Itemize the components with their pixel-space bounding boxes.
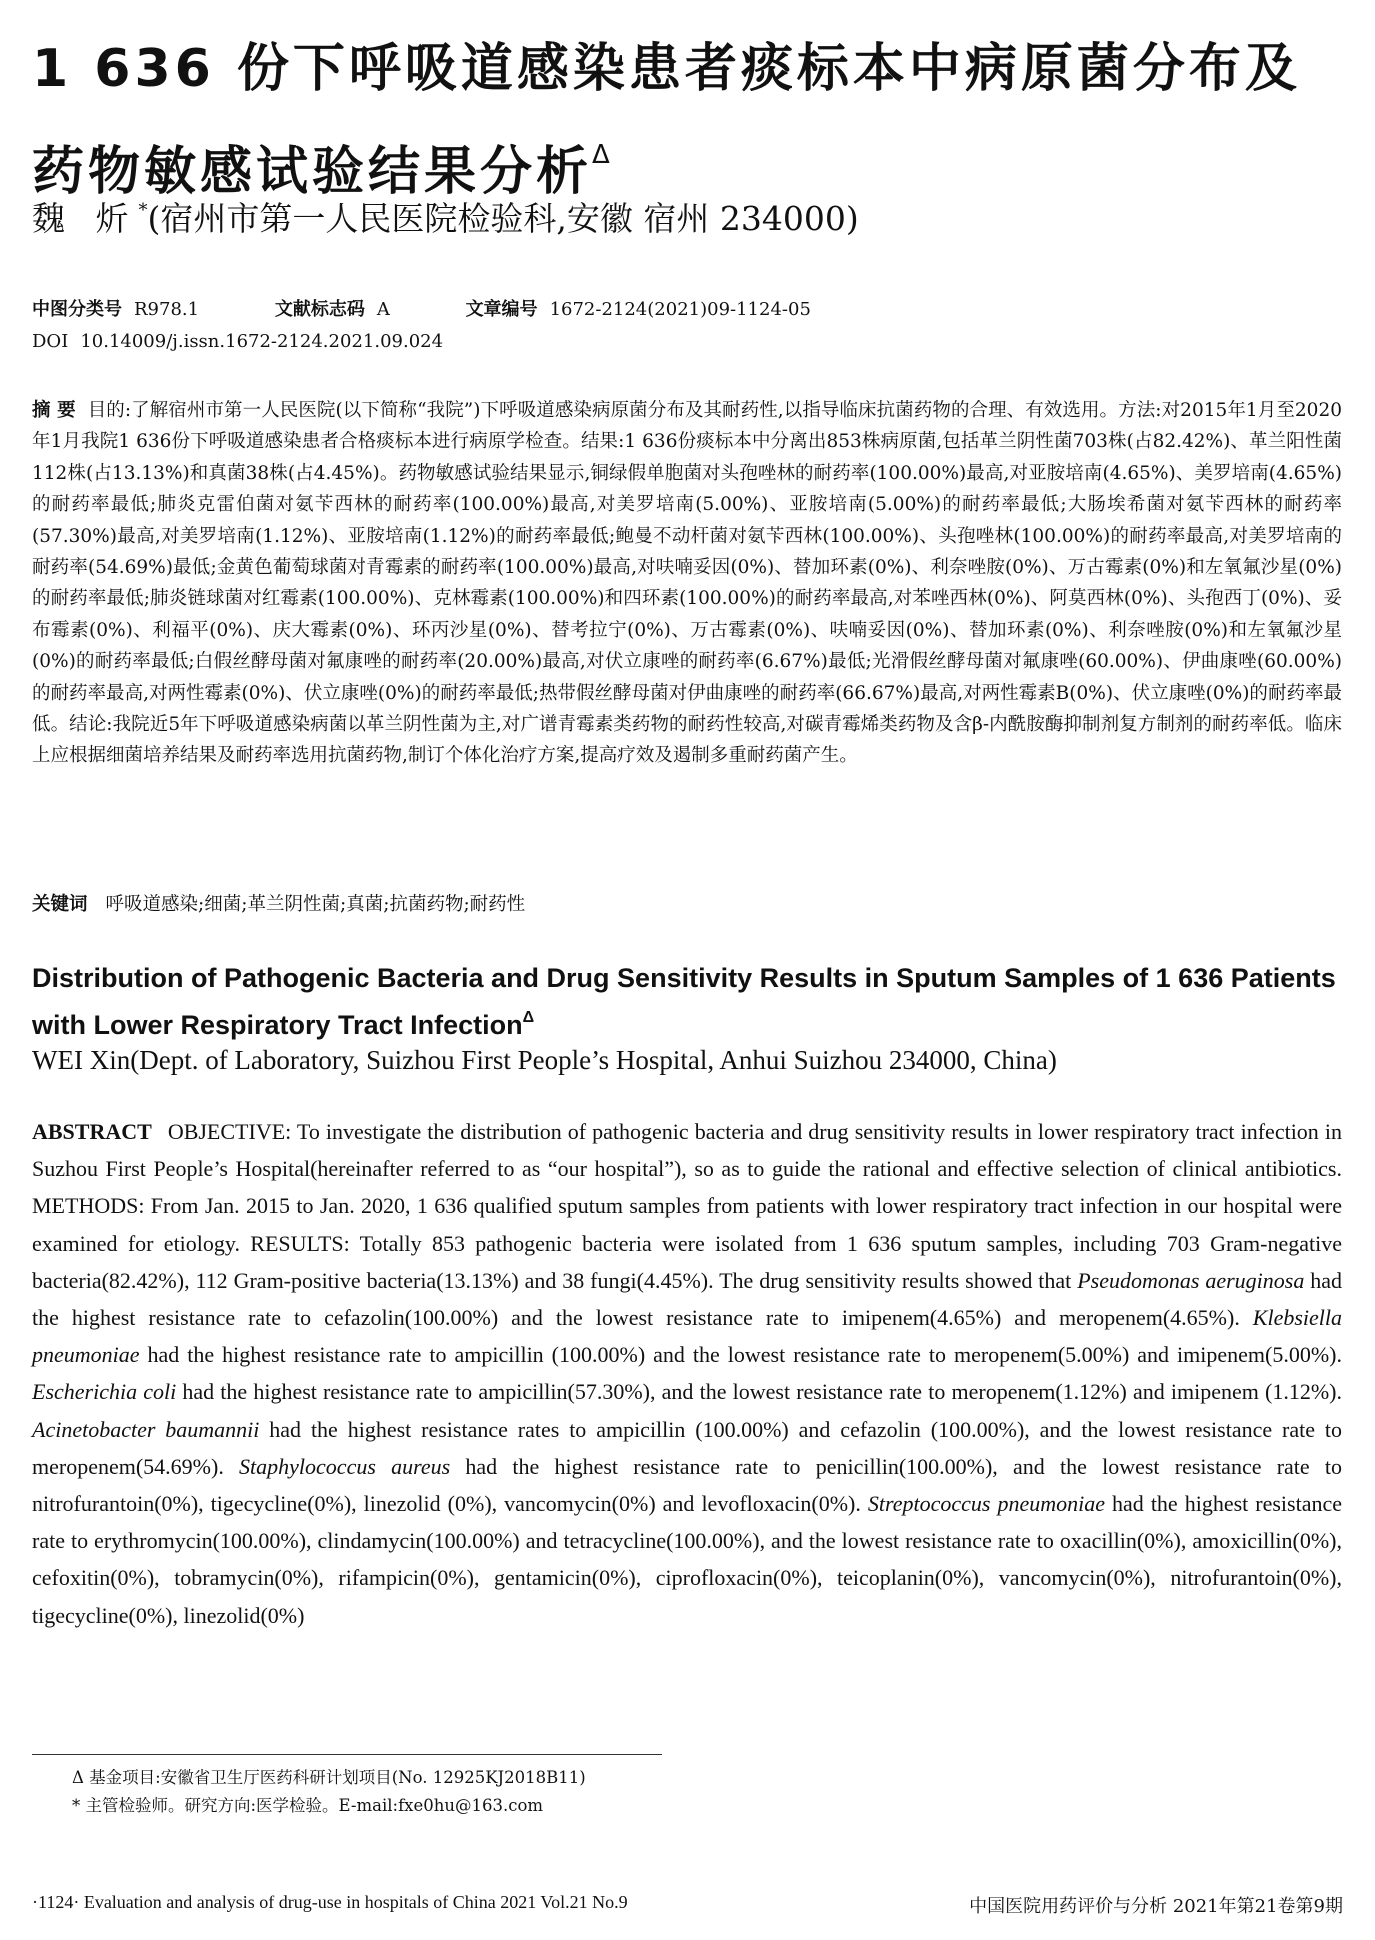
chinese-keywords [32,890,1342,920]
fund-footnote: Δ 基金项目:安徽省卫生厅医药科研计划项目(No. 12925KJ2018B11) [72,1768,586,1787]
english-abstract-part: had the highest resistance rate to erythromycin(100.00%), clindamycin(100.00%) and tetracycline(100.00%), and the lowest resistance rate to oxacillin(0%), amoxicillin(0%), cefoxitin(0%), tobramycin(0%), rifampicin(0%), gentamicin(0%), ciprofloxacin(0%), teicoplanin(0%), vancomycin(0%), nitrofurantoin(0%), tigecycline(0%), linezolid(0%) [32,1491,1343,1628]
author-marker: * [138,200,148,221]
english-title-marker: Δ [522,1009,535,1026]
doc-code-label: 文献标志码 [274,299,365,320]
title-fund-marker: Δ [592,140,614,170]
english-title [32,958,1342,1045]
english-abstract-part: had the highest resistance rate to penicillin(100.00%), and the lowest resistance rate to nitrofurantoin(0%), tigecycline(0%), linezolid (0%), vancomycin(0%) and levofloxacin(0%). [32,1453,1342,1517]
clc-label: 中图分类号 [32,299,122,320]
english-abstract-part: OBJECTIVE: To investigate the distribution of pathogenic bacteria and drug sensitivity results in lower respiratory tract infection in Suzhou First People’s Hospital(hereinafter referred to as “our hospital”), so as to guide the rational and effective selection of clinical antibiotics. METHODS: From Jan. 2015 to Jan. 2020, 1 636 qualified sputum samples from patients with lower respiratory tract infection in our hospital were examined for etiology. RESULTS: Totally 853 pathogenic bacteria were isolated from 1 636 sputum samples, including 703 Gram-negative bacteria(82.42%), 112 Gram-positive bacteria(13.13%) and 38 fungi(4.45%). The drug sensitivity results showed that [32,1119,1342,1293]
chinese-keywords-text: 呼吸道感染;细菌;革兰阴性菌;真菌;抗菌药物;耐药性 [105,894,526,915]
english-abstract-part: had the highest resistance rates to ampicillin (100.00%) and cefazolin (100.00%), and the lowest resistance rate to meropenem(54.69%). [32,1416,1342,1479]
doi-value: 10.14009/j.issn.1672-2124.2021.09.024 [80,331,444,352]
english-author-line: WEI Xin(Dept. of Laboratory, Suizhou First People’s Hospital, Anhui Suizhou 234000, China) [32,1045,1057,1075]
article-no-label: 文章编号 [465,299,538,320]
chinese-abstract-label: 摘 要 [32,400,76,421]
doc-code-value: A [376,299,390,320]
english-abstract-part: had the highest resistance rate to ampicillin(57.30%), and the lowest resistance rate to meropenem(1.12%) and imipenem (1.12%). [182,1379,1343,1405]
doi-line [32,328,443,356]
clc-value: R978.1 [134,299,200,320]
species-name: Pseudomonas aeruginosa [1077,1267,1305,1293]
english-abstract-part: had the highest resistance rate to ampicillin (100.00%) and the lowest resistance rate to meropenem(5.00%) and imipenem(5.00%). [147,1342,1343,1368]
classification-line [32,296,811,324]
species-name: Acinetobacter baumannii [32,1416,260,1442]
footer-journal-en: ·1124· Evaluation and analysis of drug-use in hospitals of China 2021 Vol.21 No.9 [32,1892,628,1912]
chinese-abstract-text: 目的:了解宿州市第一人民医院(以下简称“我院”)下呼吸道感染病原菌分布及其耐药性,以指导临床抗菌药物的合理、有效选用。方法:对2015年1月至2020年1月我院1 636份下呼吸道感染患者合格痰标本进行病原学检查。结果:1 636份痰标本中分离出853株病原菌,包括革兰阴性菌703株(占82.42%)、革兰阳性菌112株(占13.13%)和真菌38株(占4.45%)。药物敏感试验结果显示,铜绿假单胞菌对头孢唑林的耐药率(100.00%)最高,对亚胺培南(4.65%)、美罗培南(4.65%)的耐药率最低;肺炎克雷伯菌对氨苄西林的耐药率(100.00%)最高,对美罗培南(5.00%)、亚胺培南(5.00%)的耐药率最低;大肠埃希菌对氨苄西林的耐药率(57.30%)最高,对美罗培南(1.12%)、亚胺培南(1.12%)的耐药率最低;鲍曼不动杆菌对氨苄西林(100.00%)、头孢唑林(100.00%)的耐药率最高,对美罗培南的耐药率(54.69%)最低;金黄色葡萄球菌对青霉素的耐药率(100.00%)最高,对呋喃妥因(0%)、替加环素(0%)、利奈唑胺(0%)、万古霉素(0%)和左氧氟沙星(0%)的耐药率最低;肺炎链球菌对红霉素(100.00%)、克林霉素(100.00%)和四环素(100.00%)的耐药率最高,对苯唑西林(0%)、阿莫西林(0%)、头孢西丁(0%)、妥布霉素(0%)、利福平(0%)、庆大霉素(0%)、环丙沙星(0%)、替考拉宁(0%)、万古霉素(0%)、呋喃妥因(0%)、替加环素(0%)、利奈唑胺(0%)和左氧氟沙星(0%)的耐药率最低;白假丝酵母菌对氟康唑的耐药率(20.00%)最高,对伏立康唑的耐药率(6.67%)最低;光滑假丝酵母菌对氟康唑(60.00%)、伊曲康唑(60.00%)的耐药率最高,对两性霉素(0%)、伏立康唑(0%)的耐药率最低;热带假丝酵母菌对伊曲康唑的耐药率(66.67%)最高,对两性霉素B(0%)、伏立康唑(0%)的耐药率最低。结论:我院近5年下呼吸道感染病菌以革兰阴性菌为主,对广谱青霉素类药物的耐药性较高,对碳青霉烯类药物及含β-内酰胺酶抑制剂复方制剂的耐药率低。临床上应根据细菌培养结果及耐药率选用抗菌药物,制订个体化治疗方案,提高疗效及遏制多重耐药菌产生。 [32,400,1342,767]
footer-journal-cn: 中国医院用药评价与分析 2021年第21卷第9期 [969,1896,1343,1917]
species-name: Klebsiella pneumoniae [32,1305,1343,1368]
author-name: 魏 炘 [32,199,139,238]
author-line [32,186,1352,244]
english-abstract-part: had the highest resistance rate to cefazolin(100.00%) and the lowest resistance rate to imipenem(4.65%) and meropenem(4.65%). [32,1267,1343,1331]
article-no-value: 1672-2124(2021)09-1124-05 [549,299,811,320]
article-title-text: 1 636 份下呼吸道感染患者痰标本中病原菌分布及药物敏感试验结果分析 [32,39,1301,202]
doi-label: DOI [32,331,69,352]
chinese-keywords-label: 关键词 [32,894,88,915]
footnote-divider [32,1754,662,1755]
english-abstract [32,1113,1342,1634]
author-footnote: * 主管检验师。研究方向:医学检验。E-mail:fxe0hu@163.com [72,1796,544,1815]
species-name: Escherichia coli [32,1379,177,1405]
chinese-abstract [32,395,1342,772]
species-name: Streptococcus pneumoniae [867,1491,1106,1517]
english-abstract-label: ABSTRACT [32,1119,152,1144]
species-name: Staphylococcus aureus [239,1453,451,1479]
author-affiliation: (宿州市第一人民医院检验科,安徽 宿州 234000) [147,199,859,238]
english-title-text: Distribution of Pathogenic Bacteria and Drug Sensitivity Results in Sputum Samples of 1 636 Patients with Lower Respiratory Tract Infection [32,963,1336,1040]
footnotes [72,1764,972,1820]
